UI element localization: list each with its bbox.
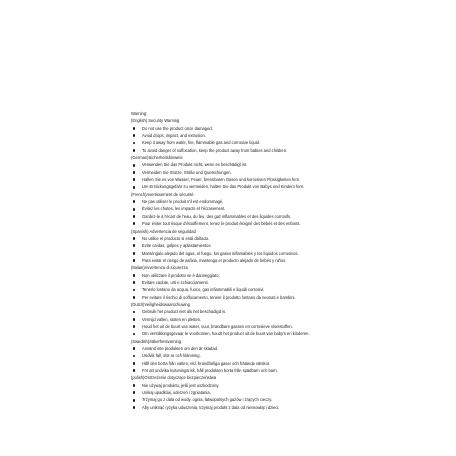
warning-item	[131, 198, 436, 205]
warning-item-text: Unikaj upadków, uderzeń i zgniatania.	[142, 390, 211, 396]
warning-item-text: To avoid danger of suffocation, keep the product away from babies and children.	[142, 147, 288, 153]
section-heading: (Dutch)Veiligheidswaarschuwing	[131, 301, 190, 307]
warning-item-text: Keep it away from water, fire, flammable gas and corrosive liquid.	[142, 140, 261, 146]
warning-section	[131, 338, 436, 375]
warning-item-text: Om verstikkingsgevaar te voorkomen, houdt het product uit de buurt van baby's en kinderen.	[142, 331, 310, 337]
bullet-icon	[133, 362, 136, 365]
section-heading: (Swedish)Säkerhetsvarning	[131, 338, 182, 344]
bullet-icon	[133, 252, 136, 255]
bullet-icon	[133, 289, 136, 292]
warning-item	[131, 382, 436, 389]
warning-item	[131, 161, 436, 168]
warning-section	[131, 228, 436, 265]
bullet-icon	[133, 186, 136, 189]
warning-item	[131, 272, 436, 279]
warning-item	[131, 294, 436, 301]
bullet-icon	[133, 259, 136, 262]
warning-item	[131, 352, 436, 359]
warning-item	[131, 147, 436, 154]
warning-item	[131, 360, 436, 367]
section-heading: (English) Security Warning	[131, 118, 180, 124]
bullet-icon	[133, 142, 136, 145]
warning-item	[131, 404, 436, 411]
warning-sections	[131, 117, 436, 411]
warning-item-text: Avoid drops, impact, and extrusion.	[142, 133, 206, 139]
bullet-icon	[133, 171, 136, 174]
warning-item-text: Pour éviter tout risque d'étouffement, tenez le produit éloigné des bébés et des enfants.	[142, 221, 301, 227]
warning-item-text: Trzymaj go z dala od wody, ognia, łatwopalnych gazów i żrących cieczy.	[142, 397, 273, 403]
bullet-icon	[133, 384, 136, 387]
bullet-icon	[133, 222, 136, 225]
warning-item	[131, 396, 436, 403]
warning-item	[131, 205, 436, 212]
warning-item	[131, 257, 436, 264]
warning-item	[131, 330, 436, 337]
warning-item-text: Halten Sie es von Wasser, Feuer, brennbaren Gasen und korrosiven Flüssigkeiten fern.	[142, 177, 301, 183]
warning-item	[131, 213, 436, 220]
warning-item-text: Vermijd vallen, stoten en pletten.	[142, 316, 202, 322]
warning-item-text: Do not use the product once damaged.	[142, 125, 213, 131]
warning-item-text: Non utilizzare il prodotto se è danneggiato.	[142, 272, 220, 278]
section-heading: (Italian)Avvertenza di sicurezza	[131, 265, 188, 271]
warning-item	[131, 345, 436, 352]
bullet-icon	[133, 164, 136, 167]
warning-section	[131, 301, 436, 338]
warning-item	[131, 279, 436, 286]
warning-item	[131, 308, 436, 315]
warning-document	[131, 110, 436, 411]
warning-item	[131, 242, 436, 249]
section-heading: (German)Sicherheitshinweis	[131, 155, 183, 161]
warning-item-text: Gardez-le à l'écart de l'eau, du feu, des gaz inflammables et des liquides corrosifs.	[142, 213, 292, 219]
warning-item	[131, 389, 436, 396]
warning-item-text: Ne pas utiliser le produit s'il est endommagé.	[142, 199, 224, 205]
warning-item	[131, 132, 436, 139]
warning-section	[131, 264, 436, 301]
warning-item-text: Använd inte produkten om den är skadad.	[142, 346, 219, 351]
warning-item	[131, 125, 436, 132]
bullet-icon	[133, 399, 136, 402]
warning-item-text: Gebruik het product niet als het beschadigd is.	[142, 309, 227, 315]
bullet-icon	[133, 244, 136, 247]
bullet-icon	[133, 355, 136, 358]
bullet-icon	[133, 178, 136, 181]
warning-item	[131, 139, 436, 146]
section-heading: (French)Avertissement de sécurité	[131, 191, 194, 197]
warning-item	[131, 169, 436, 176]
warning-item-text: Um Erstickungsgefahr zu vermeiden, halten Sie das Produkt von Babys und Kindern fern.	[142, 184, 305, 190]
warning-item	[131, 367, 436, 374]
warning-item-text: Per evitare il rischio di soffocamento, tenere il prodotto lontano da neonati e bambini.	[142, 294, 296, 300]
warning-section	[131, 154, 436, 191]
bullet-icon	[133, 215, 136, 218]
bullet-icon	[133, 134, 136, 137]
bullet-icon	[133, 281, 136, 284]
bullet-icon	[133, 200, 136, 203]
warning-item-text: Vermeiden Sie Stürze, Stöße und Quetschungen.	[142, 169, 232, 175]
warning-item-text: För att undvika kvävningsrisk, håll produkten borta från spädbarn och barn.	[142, 368, 278, 374]
warning-item	[131, 286, 436, 293]
bullet-icon	[133, 237, 136, 240]
warning-item	[131, 176, 436, 183]
bullet-icon	[133, 406, 136, 409]
section-heading: (polish)Ostrzeżenie dotyczące bezpieczeństwa	[131, 375, 217, 381]
bullet-icon	[133, 296, 136, 299]
warning-item	[131, 250, 436, 257]
bullet-icon	[133, 369, 136, 372]
section-heading: (Spanish) Advertencia de seguridad	[131, 228, 196, 234]
warning-item-text: No utilice el producto si está dañado.	[142, 235, 210, 241]
warning-section	[131, 191, 436, 228]
bullet-icon	[133, 391, 136, 394]
warning-section	[131, 374, 436, 411]
warning-item-text: Aby uniknąć ryzyka uduszenia, trzymaj produkt z dala od niemowląt i dzieci.	[142, 404, 280, 410]
warning-item-text: Houd het uit de buurt van water, vuur, brandbare gassen en corrosieve vloeistoffen.	[142, 323, 293, 329]
warning-item	[131, 235, 436, 242]
bullet-icon	[133, 149, 136, 152]
warning-section	[131, 117, 436, 154]
bullet-icon	[133, 311, 136, 314]
warning-item-text: Nie używaj produktu, jeśli jest uszkodzony.	[142, 382, 220, 388]
warning-item-text: Verwenden Sie das Produkt nicht, wenn es beschädigt ist.	[142, 162, 248, 168]
warning-item-text: Para evitar el riesgo de asfixia, mantenga el producto alejado de bebés y niños.	[142, 257, 287, 263]
warning-item-text: Tenerlo lontano da acqua, fuoco, gas infiammabili e liquidi corrosivi.	[142, 287, 265, 293]
bullet-icon	[133, 274, 136, 277]
bullet-icon	[133, 347, 136, 350]
warning-item-text: Håll den borta från vatten, eld, brandfarliga gaser och frätande vätskor.	[142, 360, 271, 366]
warning-item-text: Évitez les chutes, les impacts et l'écrasement.	[142, 206, 226, 212]
warning-item-text: Undvik fall, slöt ar och klämning.	[142, 353, 201, 359]
document-title: Warning:	[131, 111, 148, 116]
bullet-icon	[133, 208, 136, 211]
bullet-icon	[133, 333, 136, 336]
warning-item	[131, 316, 436, 323]
bullet-icon	[133, 318, 136, 321]
warning-item	[131, 220, 436, 227]
warning-item-text: Manténgalo alejado del agua, el fuego, los gases inflamables y los líquidos corrosivos.	[142, 250, 299, 256]
bullet-icon	[133, 325, 136, 328]
warning-item-text: Evitare cadute, urti e schiacciamenti.	[142, 279, 209, 285]
bullet-icon	[133, 127, 136, 130]
warning-item	[131, 183, 436, 190]
warning-item-text: Evite caídas, golpes y aplastamientos.	[142, 243, 212, 249]
warning-item	[131, 323, 436, 330]
